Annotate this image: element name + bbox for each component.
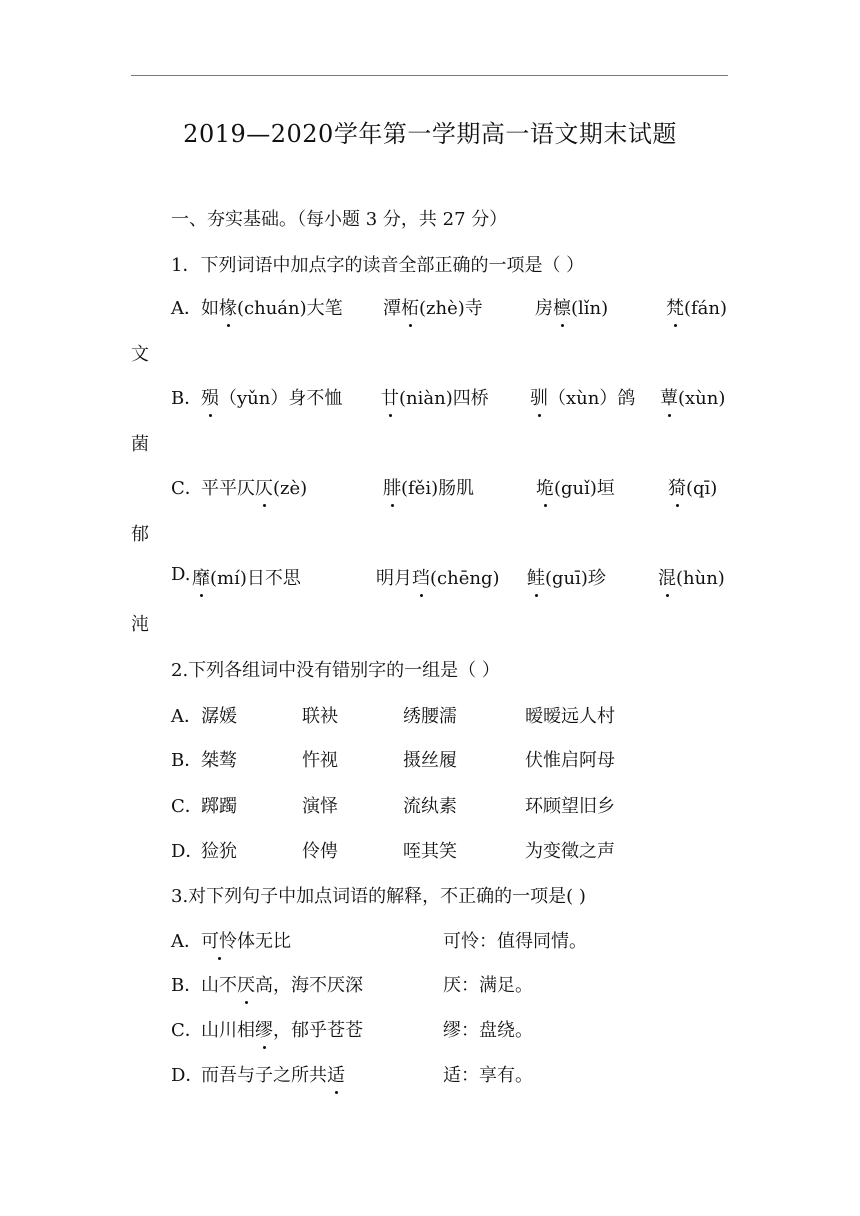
dotted-word: 适 (327, 1061, 345, 1087)
q1-option-b (0, 384, 860, 414)
q3-option-b (0, 971, 860, 1001)
option-item: 腓(fěi)肠肌 (383, 474, 474, 500)
option-word: 伏惟启阿母 (525, 750, 615, 771)
option-word: 联袂 (302, 706, 338, 727)
q1-option-d (0, 564, 860, 594)
option-label: C． (171, 478, 203, 499)
option-word: 咥其笑 (403, 841, 457, 862)
option-label: D． (171, 841, 204, 862)
dotted-char: 柘 (401, 294, 419, 320)
option-label: A． (171, 298, 202, 319)
option-item: 平平仄仄(zè) (201, 474, 307, 500)
q3-option-d (0, 1061, 860, 1091)
dotted-char: 猗 (668, 474, 686, 500)
option-item: 猗(qī) (668, 474, 717, 500)
q1-c-wrap: 郁 (131, 524, 149, 545)
option-item: 靡(mí)日不思 (192, 564, 301, 590)
option-word: 为变徵之声 (525, 841, 615, 862)
option-label: A． (171, 931, 202, 952)
dotted-char: 椽 (219, 294, 237, 320)
dotted-char: 殒 (201, 384, 219, 410)
dotted-char: 垝 (536, 474, 554, 500)
option-sentence: 可怜体无比 (201, 927, 291, 953)
option-word: 绣腰濡 (403, 706, 457, 727)
q1-a-wrap: 文 (131, 344, 149, 365)
option-item: 房檩(lǐn) (535, 294, 608, 320)
page-title: 2019—2020学年第一学期高一语文期末试题 (183, 120, 677, 148)
q1-b-wrap: 菌 (131, 434, 149, 455)
q3-option-a (0, 927, 860, 957)
dotted-char: 混 (658, 564, 676, 590)
option-item: 垝(guǐ)垣 (536, 474, 615, 500)
option-word: 演怿 (302, 796, 338, 817)
option-word: 潺媛 (201, 706, 237, 727)
dotted-word: 缪 (255, 1016, 273, 1042)
option-label: A． (171, 706, 202, 727)
option-word: 流纨素 (403, 796, 457, 817)
option-explanation: 厌：满足。 (443, 975, 533, 996)
option-item: 明月珰(chēng) (376, 564, 500, 590)
section-heading: 一、夯实基础。（每小题 3 分，共 27 分） (171, 209, 508, 230)
option-label: D． (171, 1065, 204, 1086)
dotted-char: 檩 (553, 294, 571, 320)
q2-option-a (0, 702, 860, 732)
dotted-char: 鲑 (527, 564, 545, 590)
option-sentence: 山川相缪，郁乎苍苍 (201, 1016, 363, 1042)
option-explanation: 适：享有。 (443, 1065, 533, 1086)
option-item: 蕈(xùn) (660, 384, 725, 410)
option-label: C． (171, 796, 203, 817)
q1-option-c (0, 474, 860, 504)
option-word: 暧暧远人村 (525, 706, 615, 727)
option-label: B． (171, 388, 203, 409)
option-sentence: 山不厌高，海不厌深 (201, 971, 363, 997)
option-label: B． (171, 975, 203, 996)
q3-option-c (0, 1016, 860, 1046)
dotted-char: 蕈 (660, 384, 678, 410)
option-label: C． (171, 1020, 203, 1041)
option-item: 驯（xùn）鸽 (530, 384, 635, 410)
dotted-word: 厌 (237, 971, 255, 997)
option-item: 鲑(guī)珍 (527, 564, 606, 590)
q1-stem: 1．下列词语中加点字的读音全部正确的一项是（ ） (171, 255, 585, 276)
dotted-char: 廿 (381, 384, 399, 410)
option-item: 混(hùn) (658, 564, 725, 590)
option-word: 摄丝履 (403, 750, 457, 771)
option-word: 忤视 (302, 750, 338, 771)
option-word: 环顾望旧乡 (525, 796, 615, 817)
option-label: B． (171, 750, 203, 771)
q2-option-c (0, 792, 860, 822)
dotted-word: 可怜 (201, 927, 237, 953)
dotted-char: 驯 (530, 384, 548, 410)
q1-d-wrap: 沌 (131, 614, 149, 635)
option-explanation: 缪：盘绕。 (443, 1020, 533, 1041)
option-item: 梵(fán) (666, 294, 727, 320)
dotted-char: 珰 (412, 564, 430, 590)
option-item: 廿(niàn)四桥 (381, 384, 489, 410)
dotted-char: 腓 (383, 474, 401, 500)
dotted-char: 梵 (666, 294, 684, 320)
dotted-char: 靡 (192, 564, 210, 590)
option-item: 如椽(chuán)大笔 (201, 294, 343, 320)
q2-stem: 2.下列各组词中没有错别字的一组是（ ） (171, 660, 500, 681)
option-explanation: 可怜：值得同情。 (443, 931, 587, 952)
header-rule (131, 75, 728, 76)
q2-option-b (0, 746, 860, 776)
option-word: 桀骜 (201, 750, 237, 771)
option-label: D. (171, 564, 191, 585)
q2-option-d (0, 837, 860, 867)
option-item: 殒（yǔn）身不恤 (201, 384, 342, 410)
option-word: 踯躅 (201, 796, 237, 817)
q1-option-a (0, 294, 860, 324)
option-word: 猃狁 (201, 841, 237, 862)
option-word: 伶俜 (302, 841, 338, 862)
option-item: 潭柘(zhè)寺 (383, 294, 483, 320)
dotted-char: 仄 (255, 474, 273, 500)
q3-stem: 3.对下列句子中加点词语的解释，不正确的一项是( ) (171, 886, 586, 907)
option-sentence: 而吾与子之所共适 (201, 1061, 345, 1087)
